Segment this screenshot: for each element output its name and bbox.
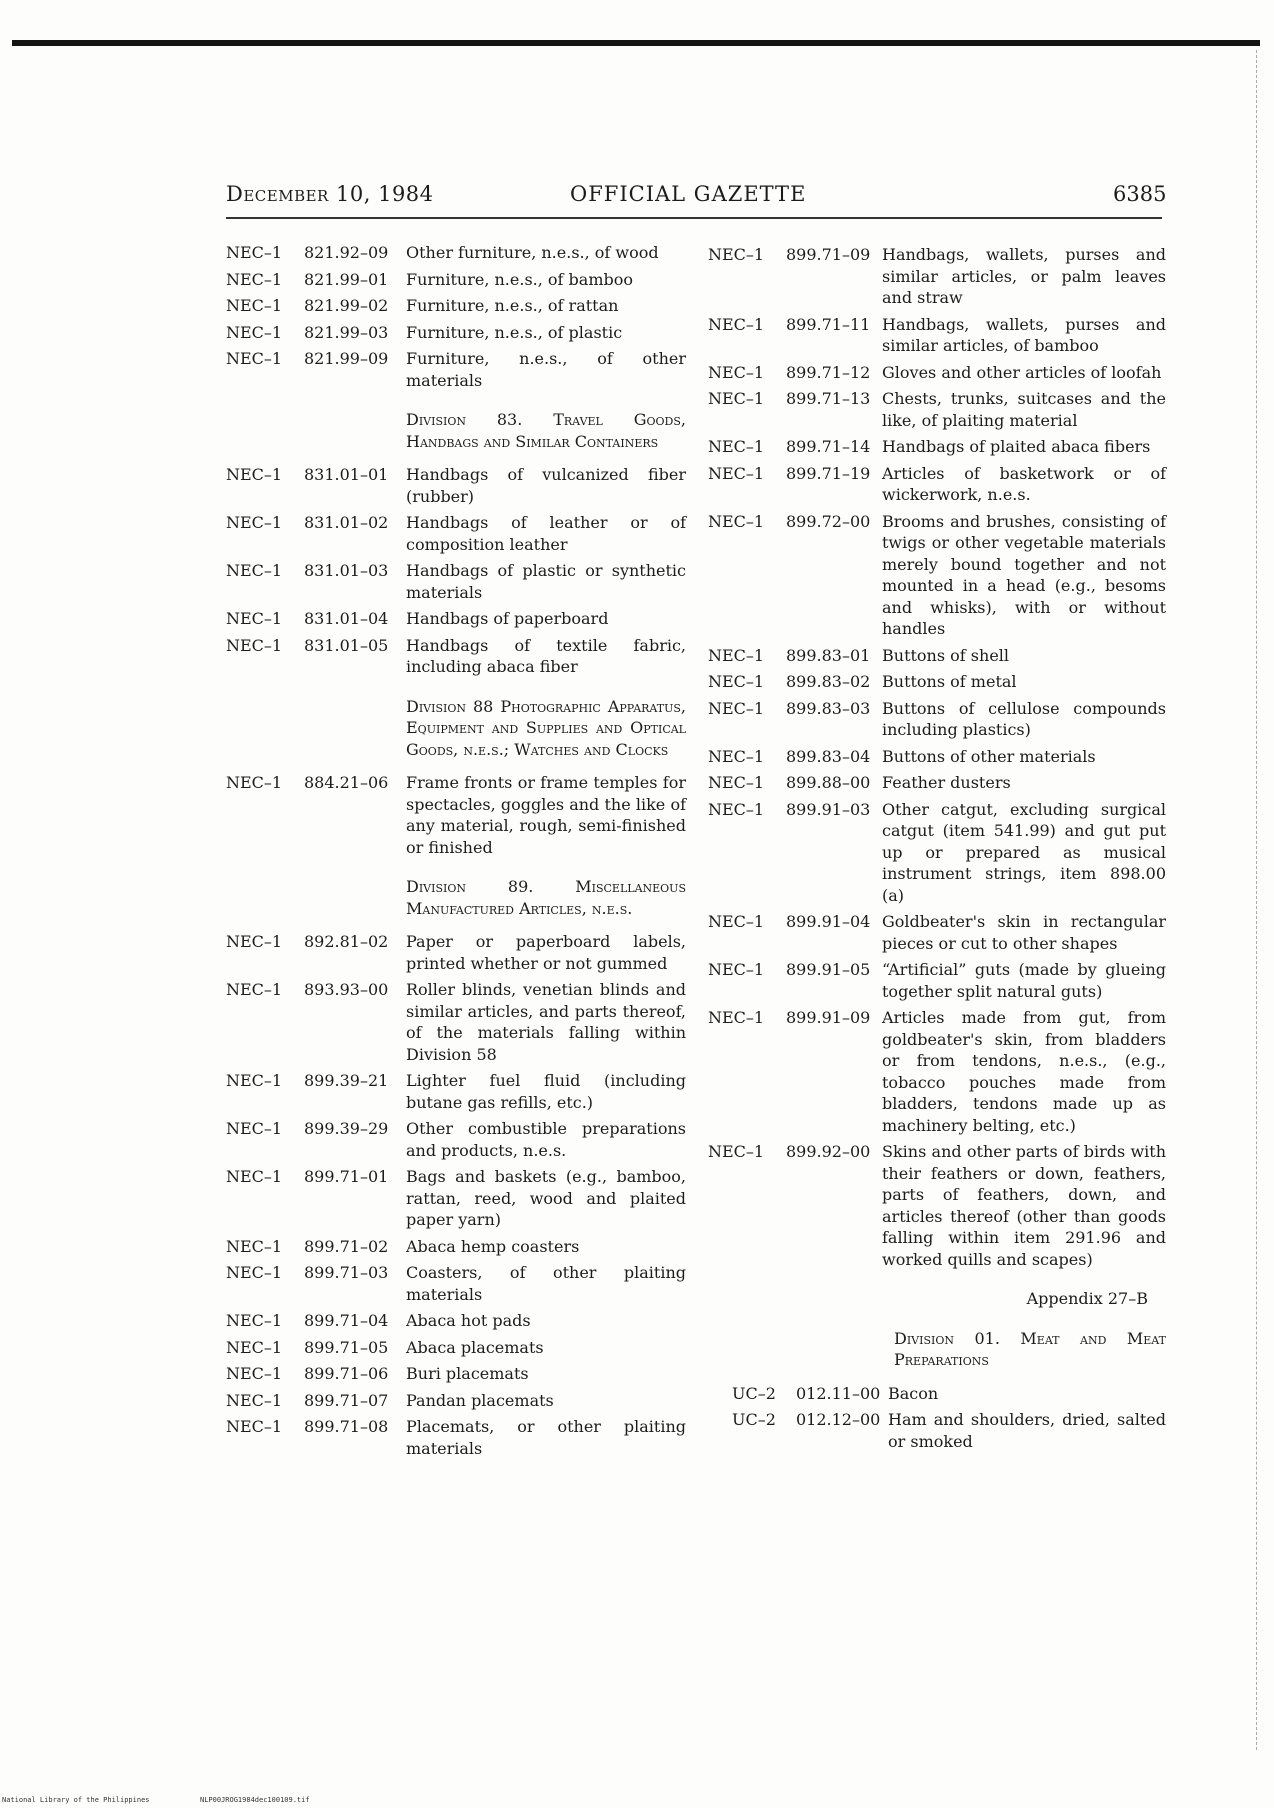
item-number: 831.01–01: [304, 465, 389, 484]
item-description: Buttons of metal: [882, 672, 1017, 691]
tariff-entry: [226, 1236, 686, 1258]
tariff-entry: [226, 1337, 686, 1359]
item-number: 899.39–21: [304, 1071, 389, 1090]
class-code: NEC–1: [226, 1337, 283, 1357]
right-column: [708, 244, 1166, 1457]
division-heading: Division 89. Miscellaneous Manufactured Articles, n.e.s.: [406, 877, 686, 918]
class-code: NEC–1: [708, 773, 765, 792]
item-number: 899.83–04: [786, 746, 871, 766]
item-description: Abaca hot pads: [406, 1311, 531, 1330]
item-number: 899.71–19: [786, 463, 871, 483]
item-description: Handbags, wallets, purses and similar articles, of bamboo: [882, 314, 1166, 355]
item-description: Placemats, or other plaiting materials: [406, 1417, 686, 1458]
class-code: NEC–1: [226, 1311, 283, 1330]
tariff-entry: [708, 362, 1166, 384]
item-description: Handbags of leather or of composition leather: [406, 513, 686, 554]
tariff-entry: [226, 348, 686, 391]
class-code: NEC–1: [708, 912, 765, 931]
item-description: Handbags, wallets, purses and similar articles, or palm leaves and straw: [882, 245, 1166, 307]
item-number: 821.99–03: [304, 322, 389, 342]
class-code: NEC–1: [226, 1167, 283, 1186]
item-number: 899.71–04: [304, 1311, 389, 1330]
item-number: 899.91–05: [786, 960, 871, 979]
item-number: 899.72–00: [786, 511, 871, 531]
tariff-entry: [226, 1416, 686, 1459]
item-description: Pandan placemats: [406, 1390, 554, 1410]
tariff-entry: [226, 1166, 686, 1231]
item-number: 899.71–14: [786, 437, 871, 456]
item-description: Handbags of plastic or synthetic materials: [406, 561, 686, 602]
tariff-entry: [708, 772, 1166, 794]
class-code: NEC–1: [708, 314, 765, 334]
class-code: NEC–1: [226, 1263, 283, 1282]
class-code: NEC–1: [226, 1119, 283, 1138]
tariff-entry: [226, 242, 686, 264]
page-number: 6385: [1113, 182, 1167, 206]
item-description: Handbags of paperboard: [406, 609, 609, 628]
item-number: 899.39–29: [304, 1119, 389, 1138]
tariff-entry: [708, 1409, 1166, 1452]
item-description: Furniture, n.e.s., of bamboo: [406, 269, 634, 289]
item-description: Bags and baskets (e.g., bamboo, rattan, reed, wood and plaited paper yarn): [406, 1167, 686, 1229]
tariff-entry: [226, 1363, 686, 1385]
tariff-entry: [226, 512, 686, 555]
item-number: 899.83–01: [786, 645, 871, 665]
tariff-entry: [708, 436, 1166, 458]
tariff-entry: [708, 511, 1166, 640]
item-description: Articles of basketwork or of wickerwork, n.e.s.: [882, 463, 1166, 504]
class-code: UC–2: [732, 1383, 776, 1403]
class-code: NEC–1: [226, 932, 283, 951]
class-code: UC–2: [732, 1410, 776, 1429]
item-description: Other catgut, excluding surgical catgut (item 541.99) and gut put up or prepared as musical instrument strings, item 898.00 (a): [882, 799, 1166, 905]
division-heading: Division 01. Meat and Meat Preparations: [894, 1328, 1166, 1369]
class-code: NEC–1: [226, 980, 283, 999]
class-code: NEC–1: [708, 245, 765, 264]
class-code: NEC–1: [708, 362, 765, 382]
item-description: Skins and other parts of birds with their feathers or down, feathers, parts of feathers, down, and articles thereof (other than goods falling within item 291.96 and worked quills and scapes): [882, 1142, 1166, 1269]
class-code: NEC–1: [226, 635, 283, 655]
tariff-entry: [226, 772, 686, 858]
item-description: Brooms and brushes, consisting of twigs or other vegetable materials merely bound together and not mounted in a head (e.g., besoms and whisks), with or without handles: [882, 511, 1166, 638]
item-description: Lighter fuel fluid (including butane gas refills, etc.): [406, 1071, 686, 1112]
item-description: Coasters, of other plaiting materials: [406, 1263, 686, 1304]
class-code: NEC–1: [226, 609, 283, 628]
tariff-entry: [226, 560, 686, 603]
item-description: Abaca hemp coasters: [406, 1236, 580, 1256]
item-description: Handbags of textile fabric, including abaca fiber: [406, 635, 686, 676]
header-rule: [226, 217, 1162, 219]
top-border-bar: [12, 40, 1260, 46]
item-description: Handbags of plaited abaca fibers: [882, 437, 1151, 456]
class-code: NEC–1: [226, 296, 283, 315]
item-number: 821.99–01: [304, 269, 389, 289]
item-description: Other combustible preparations and products, n.e.s.: [406, 1119, 686, 1160]
item-number: 899.91–09: [786, 1008, 871, 1027]
class-code: NEC–1: [226, 1071, 283, 1090]
item-number: 899.71–07: [304, 1390, 389, 1410]
tariff-entry: [226, 1118, 686, 1161]
tariff-entry: [708, 746, 1166, 768]
tariff-entry: [708, 645, 1166, 667]
tariff-entry: [708, 388, 1166, 431]
class-code: NEC–1: [226, 1364, 283, 1383]
item-number: 831.01–03: [304, 561, 389, 580]
item-description: Furniture, n.e.s., of other materials: [406, 349, 686, 390]
class-code: NEC–1: [708, 389, 765, 408]
tariff-entry: [708, 959, 1166, 1002]
class-code: NEC–1: [226, 561, 283, 580]
item-number: 899.92–00: [786, 1142, 871, 1161]
item-description: Gloves and other articles of loofah: [882, 362, 1162, 382]
tariff-entry: [708, 244, 1166, 309]
item-number: 831.01–04: [304, 609, 389, 628]
tariff-entry: [226, 608, 686, 630]
class-code: NEC–1: [226, 773, 283, 792]
tariff-entry: [708, 698, 1166, 741]
item-description: Handbags of vulcanized fiber (rubber): [406, 465, 686, 506]
item-number: 012.11–00: [796, 1383, 881, 1403]
tariff-entry: [708, 671, 1166, 693]
item-description: Bacon: [888, 1383, 939, 1403]
tariff-entry: [226, 322, 686, 344]
class-code: NEC–1: [708, 799, 765, 819]
item-description: Other furniture, n.e.s., of wood: [406, 243, 659, 262]
tariff-entry: [708, 1141, 1166, 1270]
class-code: NEC–1: [708, 645, 765, 665]
left-column: [226, 242, 686, 1464]
item-number: 899.88–00: [786, 773, 871, 792]
item-number: 899.71–05: [304, 1337, 389, 1357]
class-code: NEC–1: [708, 746, 765, 766]
class-code: NEC–1: [226, 465, 283, 484]
tariff-entry: [708, 463, 1166, 506]
item-description: Feather dusters: [882, 773, 1011, 792]
item-description: Ham and shoulders, dried, salted or smoked: [888, 1410, 1166, 1451]
tariff-entry: [226, 931, 686, 974]
item-description: “Artificial” guts (made by glueing together split natural guts): [882, 960, 1166, 1001]
item-description: Buttons of shell: [882, 645, 1010, 665]
item-description: Articles made from gut, from goldbeater's skin, from bladders or from tendons, n.e.s., (e.g., tobacco pouches made from bladders, tendons made up as machinery belting, etc.): [882, 1008, 1166, 1135]
class-code: NEC–1: [226, 322, 283, 342]
class-code: NEC–1: [226, 243, 283, 262]
issue-date: December 10, 1984: [226, 182, 434, 206]
item-number: 821.99–02: [304, 296, 389, 315]
class-code: NEC–1: [708, 1142, 765, 1161]
tariff-entry: [708, 314, 1166, 357]
tariff-entry: [708, 799, 1166, 907]
item-description: Chests, trunks, suitcases and the like, of plaiting material: [882, 389, 1166, 430]
class-code: NEC–1: [708, 437, 765, 456]
tariff-entry: [226, 1390, 686, 1412]
tariff-entry: [708, 1007, 1166, 1136]
class-code: NEC–1: [226, 1390, 283, 1410]
tariff-entry: [708, 1383, 1166, 1405]
tariff-entry: [226, 1070, 686, 1113]
item-number: 893.93–00: [304, 980, 389, 999]
item-number: 899.71–09: [786, 245, 871, 264]
item-number: 884.21–06: [304, 773, 389, 792]
item-description: Furniture, n.e.s., of rattan: [406, 296, 619, 315]
item-description: Buri placemats: [406, 1364, 529, 1383]
class-code: NEC–1: [708, 511, 765, 531]
item-number: 899.71–03: [304, 1263, 389, 1282]
class-code: NEC–1: [708, 960, 765, 979]
item-number: 821.99–09: [304, 349, 389, 368]
item-number: 899.83–02: [786, 672, 871, 691]
class-code: NEC–1: [708, 463, 765, 483]
item-description: Roller blinds, venetian blinds and similar articles, and parts thereof, of the materials falling within Division 58: [406, 980, 686, 1064]
item-description: Furniture, n.e.s., of plastic: [406, 322, 623, 342]
item-number: 899.71–02: [304, 1236, 389, 1256]
item-description: Buttons of cellulose compounds including plastics): [882, 698, 1166, 739]
item-description: Paper or paperboard labels, printed whether or not gummed: [406, 932, 686, 973]
tariff-entry: [226, 635, 686, 678]
class-code: NEC–1: [708, 672, 765, 691]
tariff-entry: [226, 295, 686, 317]
item-number: 899.71–12: [786, 362, 871, 382]
class-code: NEC–1: [226, 1417, 283, 1436]
tariff-entry: [226, 1310, 686, 1332]
tariff-entry: [226, 464, 686, 507]
tariff-entry: [226, 269, 686, 291]
item-number: 831.01–05: [304, 635, 389, 655]
footer-filename: NLP00JROG1984dec100109.tif: [200, 1796, 310, 1804]
class-code: NEC–1: [226, 513, 283, 532]
item-number: 831.01–02: [304, 513, 389, 532]
item-number: 899.91–04: [786, 912, 871, 931]
tariff-entry: [708, 911, 1166, 954]
class-code: NEC–1: [226, 349, 283, 368]
item-number: 899.71–08: [304, 1417, 389, 1436]
item-number: 821.92–09: [304, 243, 389, 262]
item-number: 892.81–02: [304, 932, 389, 951]
appendix-heading: Appendix 27–B: [1026, 1289, 1148, 1308]
class-code: NEC–1: [708, 1008, 765, 1027]
item-number: 899.71–13: [786, 389, 871, 408]
item-number: 012.12–00: [796, 1410, 881, 1429]
right-margin-line: [1256, 50, 1258, 1750]
item-number: 899.71–01: [304, 1167, 389, 1186]
item-description: Frame fronts or frame temples for spectacles, goggles and the like of any material, rough, semi-finished or finished: [406, 773, 686, 857]
item-description: Goldbeater's skin in rectangular pieces or cut to other shapes: [882, 912, 1166, 953]
division-heading: Division 88 Photographic Apparatus, Equipment and Supplies and Optical Goods, n.e.s.; Watches and Clocks: [406, 696, 686, 759]
item-description: Abaca placemats: [406, 1337, 544, 1357]
class-code: NEC–1: [708, 698, 765, 718]
class-code: NEC–1: [226, 269, 283, 289]
item-number: 899.71–11: [786, 314, 871, 334]
tariff-entry: [226, 979, 686, 1065]
item-description: Buttons of other materials: [882, 746, 1096, 766]
class-code: NEC–1: [226, 1236, 283, 1256]
publication-title: OFFICIAL GAZETTE: [570, 182, 807, 206]
item-number: 899.83–03: [786, 698, 871, 718]
footer-library: National Library of the Philippines: [2, 1796, 150, 1804]
division-heading: Division 83. Travel Goods, Handbags and Similar Containers: [406, 410, 686, 451]
item-number: 899.71–06: [304, 1364, 389, 1383]
item-number: 899.91–03: [786, 799, 871, 819]
tariff-entry: [226, 1262, 686, 1305]
